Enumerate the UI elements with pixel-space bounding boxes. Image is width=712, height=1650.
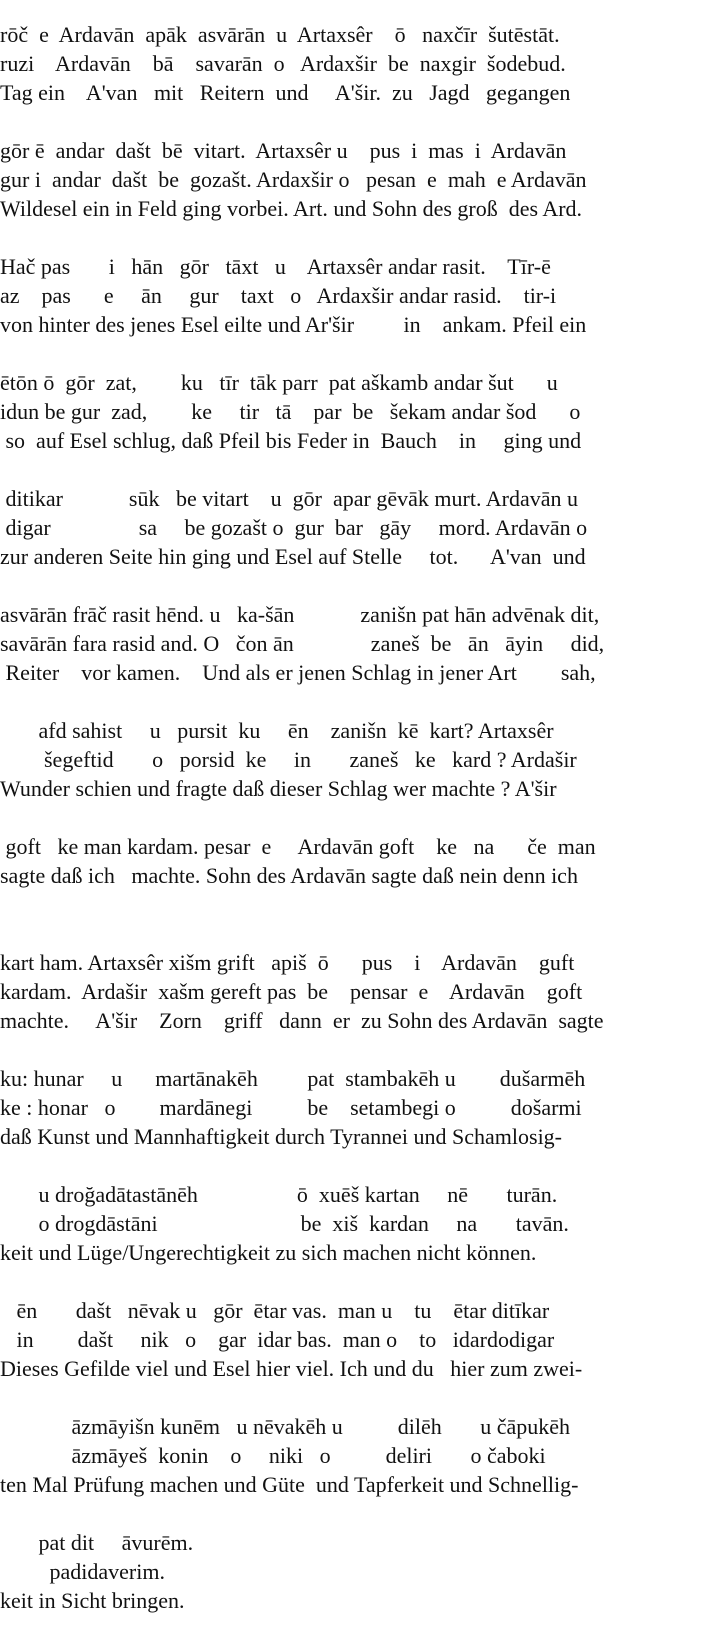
persian-line: gur i andar dašt be gozašt. Ardaxšir o pesan e mah e Ardavān <box>0 167 587 192</box>
pahlavi-line: u droğadātastānēh ō xuēš kartan nē turān. <box>0 1182 558 1207</box>
pahlavi-line: asvārān frāč rasit hēnd. u ka-šān zanišn pat hān advēnak dit, <box>0 602 600 627</box>
persian-line: idun be gur zad, ke tir tā par be šekam andar šod o <box>0 399 581 424</box>
persian-line: ke : honar o mardānegi be setambegi o došarmi <box>0 1095 582 1120</box>
pahlavi-line: rōč e Ardavān apāk asvārān u Artaxsêr ō naxčīr šutēstāt. <box>0 22 560 47</box>
persian-line: savārān fara rasid and. O čon ān zaneš be ān āyin did, <box>0 631 605 656</box>
pahlavi-line: Hač pas i hān gōr tāxt u Artaxsêr andar rasit. Tīr-ē <box>0 254 551 279</box>
german-line: Tag ein A'van mit Reitern und A'šir. zu Jagd gegangen <box>0 80 571 105</box>
pahlavi-line: ku: hunar u martānakēh pat stambakēh u dušarmēh <box>0 1066 586 1091</box>
pahlavi-line: pat dit āvurēm. <box>0 1530 194 1555</box>
persian-line: ruzi Ardavān bā savarān o Ardaxšir be naxgir šodebud. <box>0 51 566 76</box>
pahlavi-line: ētōn ō gōr zat, ku tīr tāk parr pat aškamb andar šut u <box>0 370 558 395</box>
persian-line: kardam. Ardašir xašm gereft pas be pensar e Ardavān goft <box>0 979 583 1004</box>
german-line: so auf Esel schlug, daß Pfeil bis Feder in Bauch in ging und <box>0 428 582 453</box>
pahlavi-line: gōr ē andar dašt bē vitart. Artaxsêr u pus i mas i Ardavān <box>0 138 567 163</box>
german-line: Reiter vor kamen. Und als er jenen Schlag in jener Art sah, <box>0 660 596 685</box>
german-line: Dieses Gefilde viel und Esel hier viel. Ich und du hier zum zwei- <box>0 1356 583 1381</box>
persian-line: šegeftid o porsid ke in zaneš ke kard ? Ardašir <box>0 747 577 772</box>
persian-line: az pas e ān gur taxt o Ardaxšir andar rasid. tir-i <box>0 283 557 308</box>
persian-line: in dašt nik o gar idar bas. man o to idardodigar <box>0 1327 555 1352</box>
pahlavi-line: āzmāyišn kunēm u nēvakēh u dilēh u čāpukēh <box>0 1414 571 1439</box>
persian-line: padidaverim. <box>0 1559 165 1584</box>
german-line: Wildesel ein in Feld ging vorbei. Art. und Sohn des groß des Ard. <box>0 196 583 221</box>
german-line: daß Kunst und Mannhaftigkeit durch Tyrannei und Schamlosig- <box>0 1124 563 1149</box>
german-line: keit in Sicht bringen. <box>0 1588 185 1613</box>
german-line: keit und Lüge/Ungerechtigkeit zu sich machen nicht können. <box>0 1240 537 1265</box>
persian-line: sagte daß ich machte. Sohn des Ardavān sagte daß nein denn ich <box>0 863 578 888</box>
pahlavi-line: ēn dašt nēvak u gōr ētar vas. man u tu ētar ditīkar <box>0 1298 550 1323</box>
persian-line: āzmāyeš konin o niki o deliri o čaboki <box>0 1443 546 1468</box>
pahlavi-line: afd sahist u pursit ku ēn zanišn kē kart? Artaxsêr <box>0 718 554 743</box>
pahlavi-line: ditikar sūk be vitart u gōr apar gēvāk murt. Ardavān u <box>0 486 578 511</box>
persian-line: digar sa be gozašt o gur bar gāy mord. Ardavān o <box>0 515 588 540</box>
persian-line: o drogdāstāni be xiš kardan na tavān. <box>0 1211 569 1236</box>
german-line: von hinter des jenes Esel eilte und Ar'šir in ankam. Pfeil ein <box>0 312 587 337</box>
pahlavi-line: goft ke man kardam. pesar e Ardavān goft ke na če man <box>0 834 596 859</box>
german-line: Wunder schien und fragte daß dieser Schlag wer machte ? A'šir <box>0 776 557 801</box>
german-line: machte. A'šir Zorn griff dann er zu Sohn des Ardavān sagte <box>0 1008 604 1033</box>
german-line: zur anderen Seite hin ging und Esel auf Stelle tot. A'van und <box>0 544 586 569</box>
pahlavi-line: kart ham. Artaxsêr xišm grift apiš ō pus i Ardavān guft <box>0 950 575 975</box>
german-line: ten Mal Prüfung machen und Güte und Tapferkeit und Schnellig- <box>0 1472 579 1497</box>
